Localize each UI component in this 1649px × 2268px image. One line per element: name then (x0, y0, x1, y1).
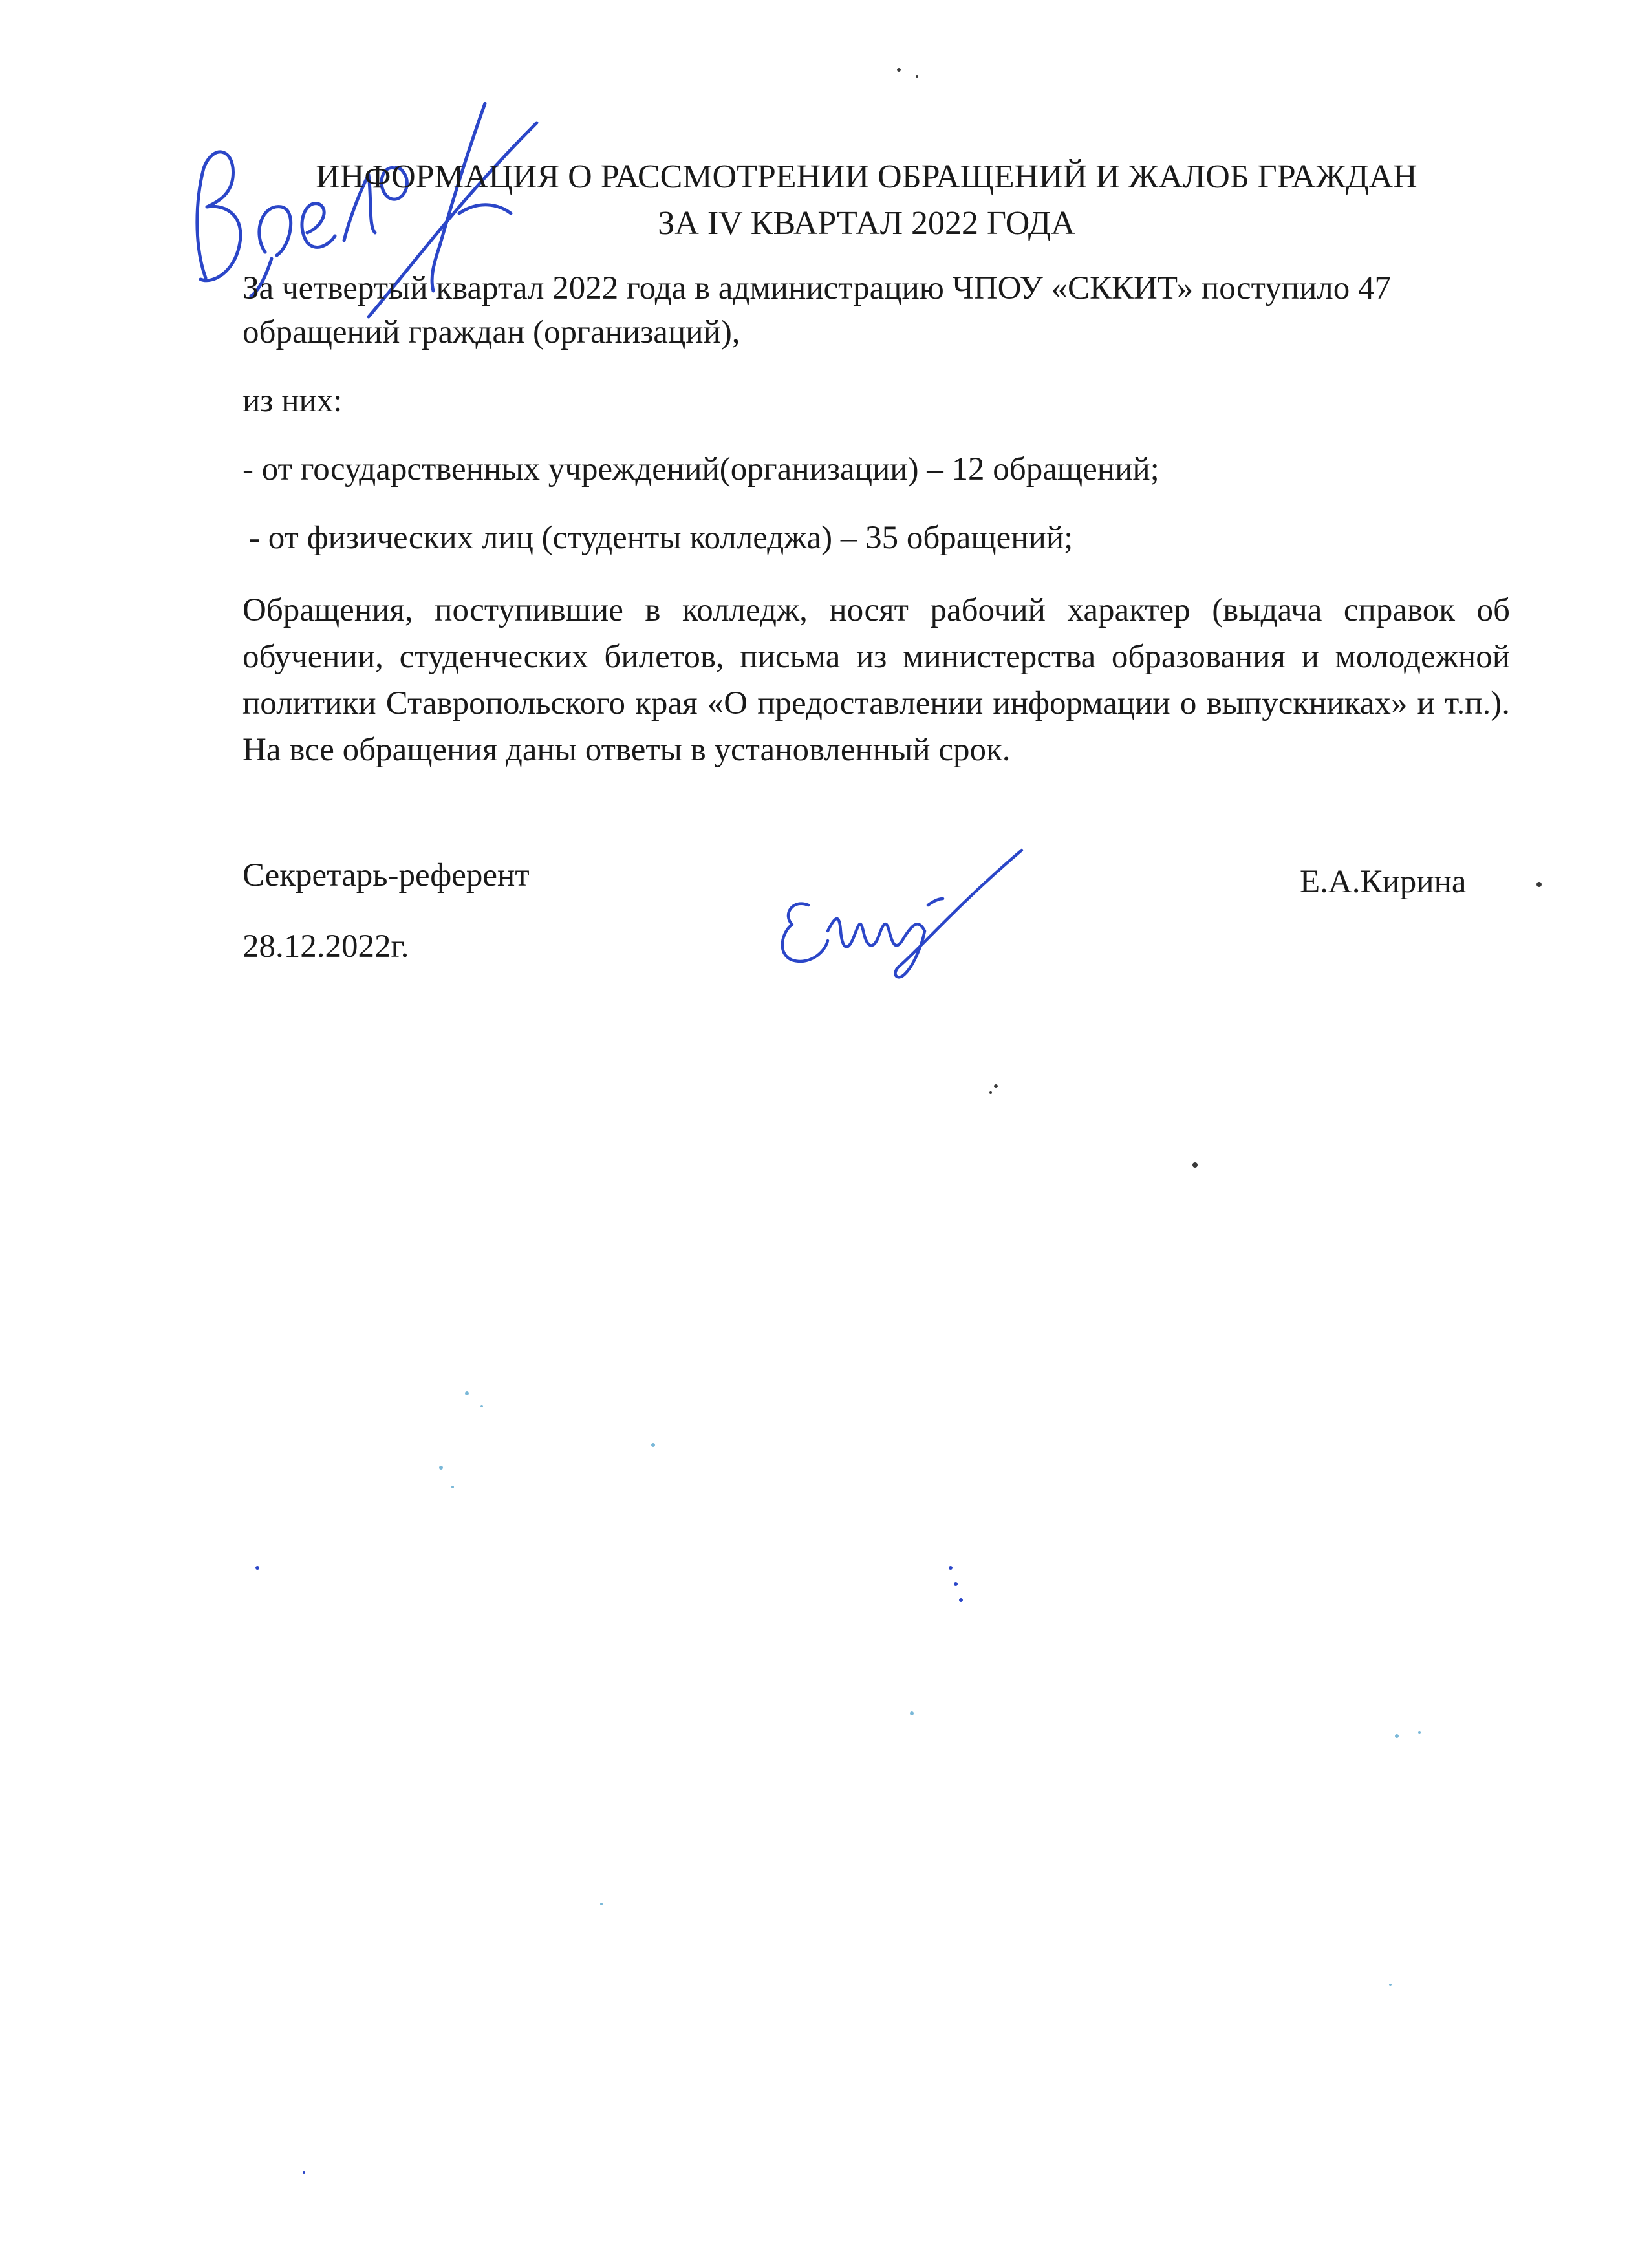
document-title-line-2: ЗА IV КВАРТАЛ 2022 ГОДА (658, 205, 1075, 242)
document-title-line-1: ИНФОРМАЦИЯ О РАССМОТРЕНИИ ОБРАЩЕНИЙ И ЖАЛОБ ГРАЖДАН (316, 158, 1417, 195)
handwritten-signature (763, 834, 1035, 983)
signatory-name: Е.А.Кирина (1300, 864, 1467, 900)
document-date: 28.12.2022г. (242, 928, 409, 965)
from-label: из них: (242, 383, 343, 419)
body-paragraph: Обращения, поступившие в колледж, носят рабочий характер (выдача справок об обучении, студенческих билетов, письма из министерства образования и молодежной политики Ставропольского края «О предоставлении информации о выпускниках» и т.п.). На все обращения даны ответы в установленный срок. (242, 592, 1510, 768)
list-item-state-institutions: - от государственных учреждений(организации) – 12 обращений; (242, 451, 1159, 487)
intro-paragraph: За четвертый квартал 2022 года в администрацию ЧПОУ «СККИТ» поступило 47 обращений граждан (организаций), (242, 270, 1392, 350)
list-item-individuals: - от физических лиц (студенты колледжа) – 35 обращений; (249, 520, 1073, 556)
signatory-role: Секретарь-референт (242, 857, 530, 893)
